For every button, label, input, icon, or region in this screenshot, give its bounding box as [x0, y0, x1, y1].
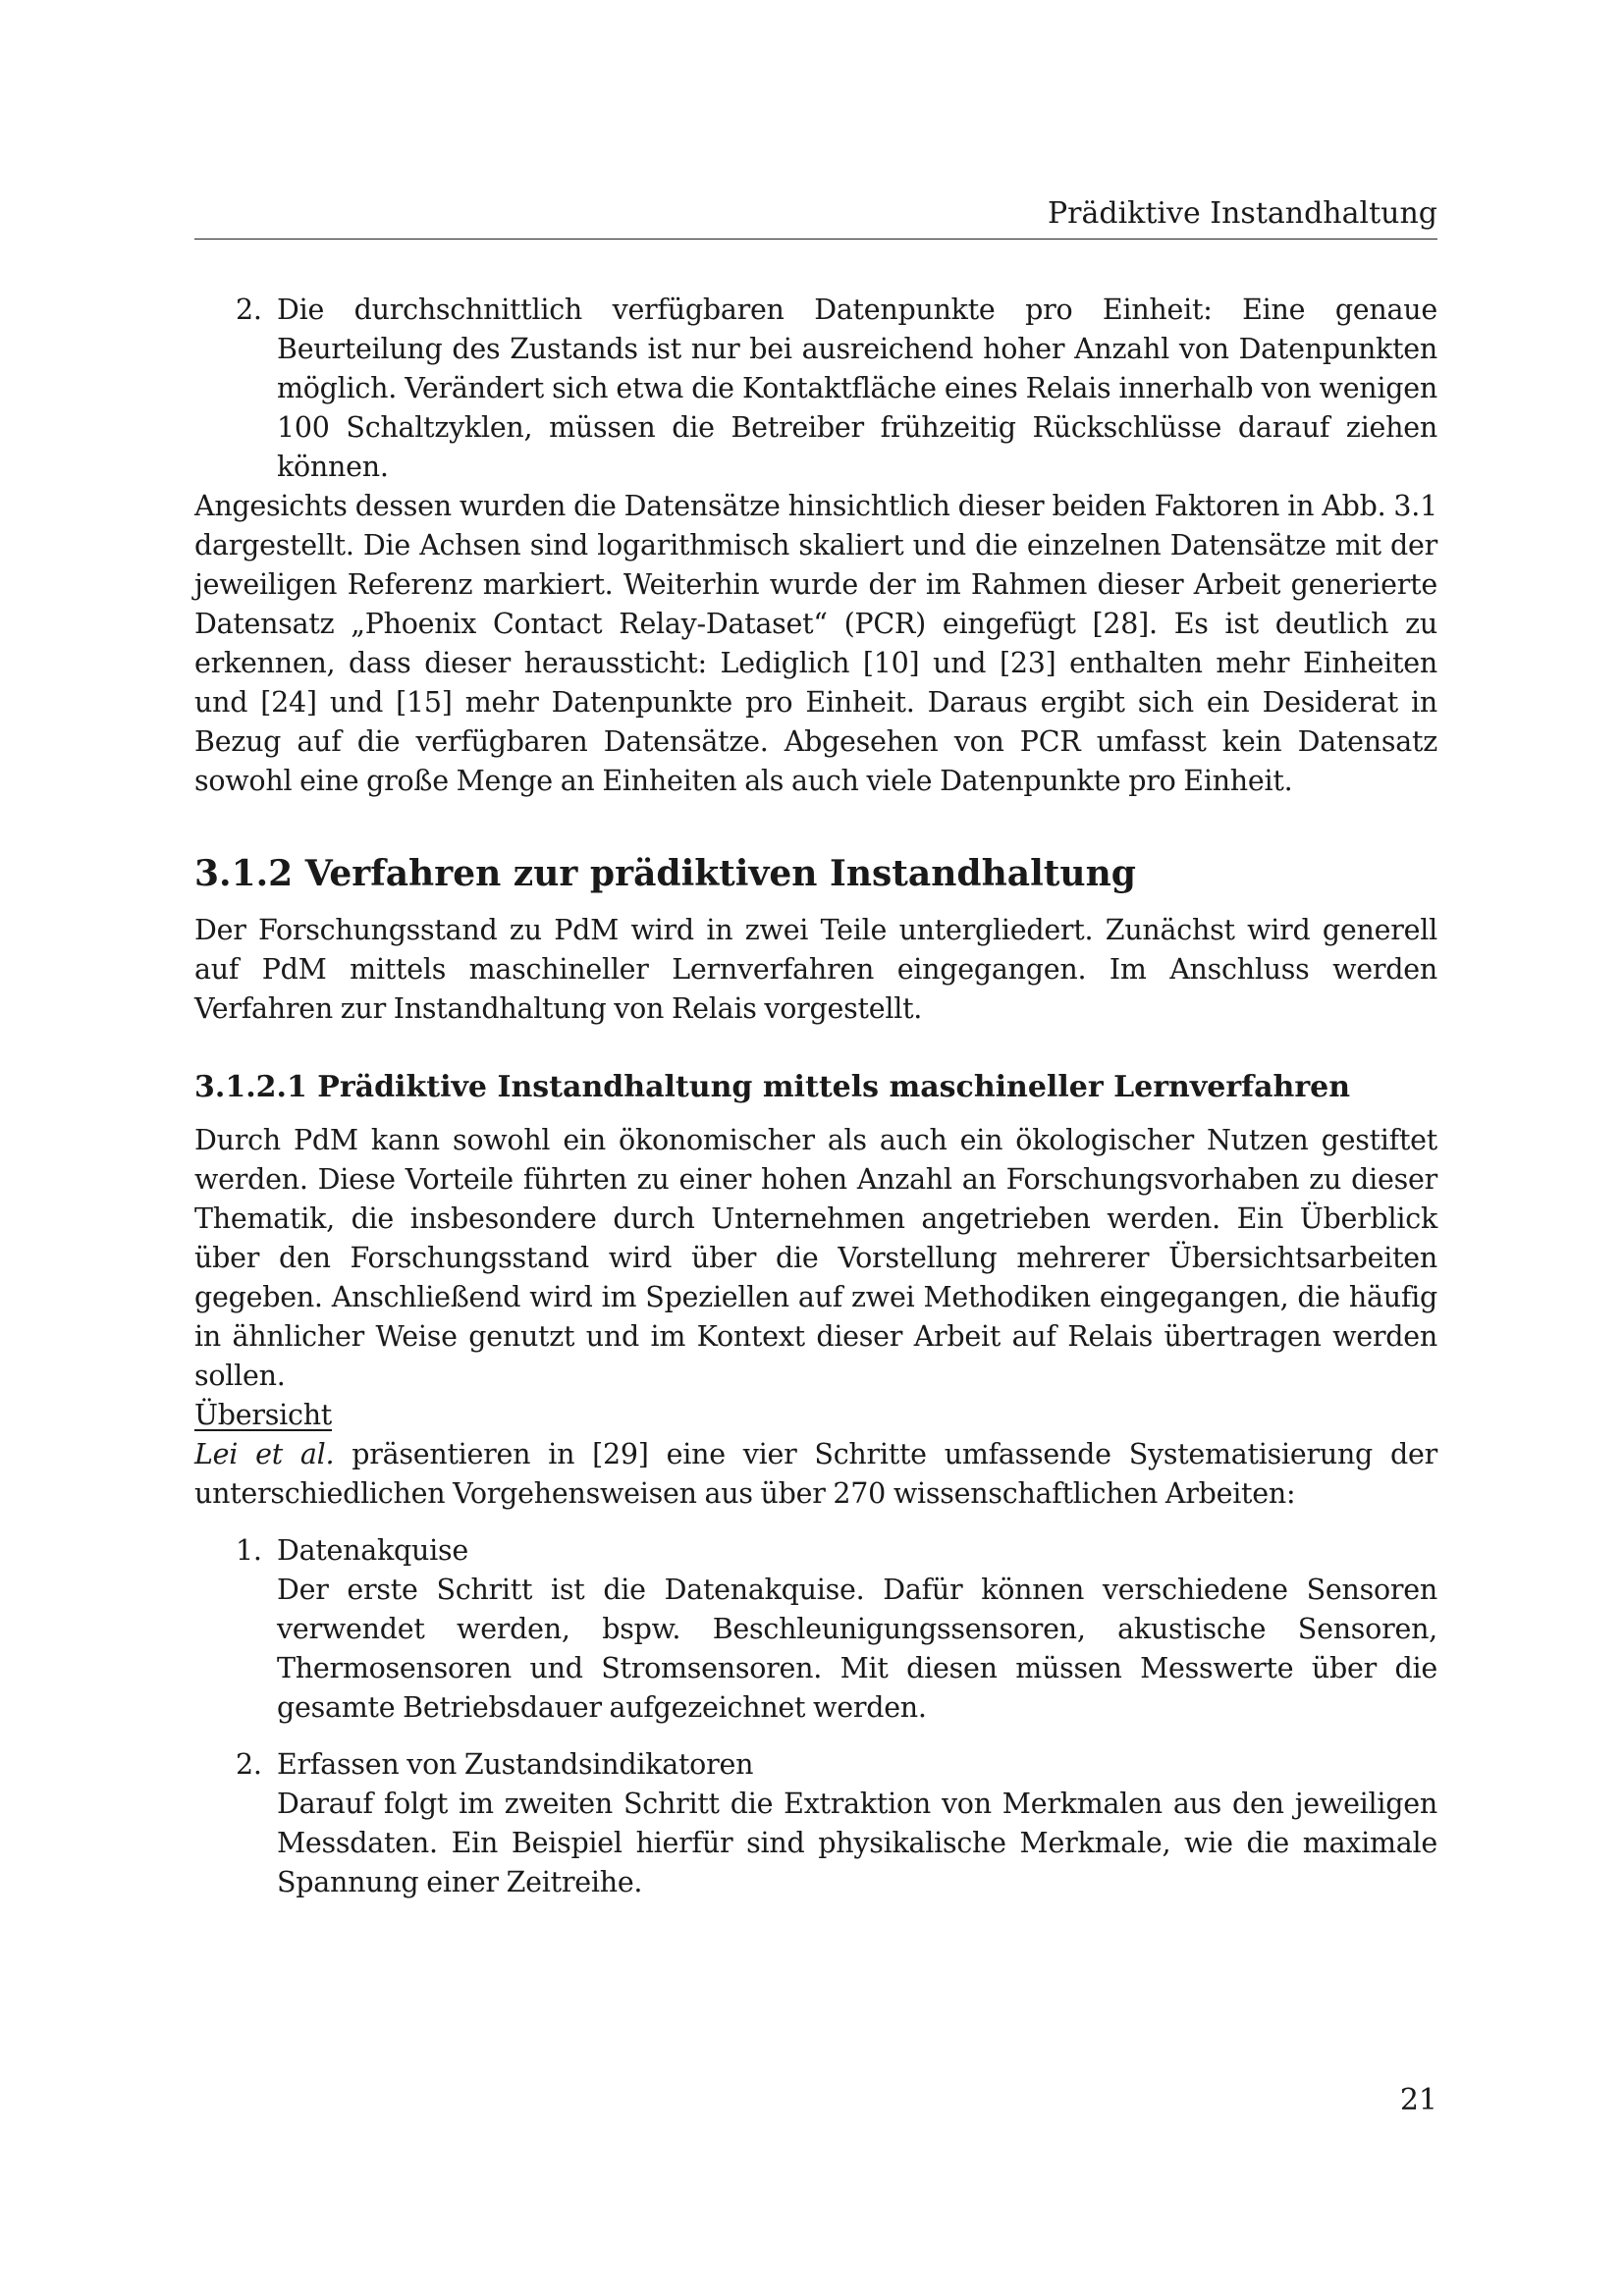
page-number: 21 [1399, 2083, 1437, 2117]
list-item [194, 1745, 1437, 1902]
list-item [194, 1531, 1437, 1728]
page-body [194, 291, 1437, 1902]
section-intro-paragraph: Der Forschungsstand zu PdM wird in zwei Teile untergliedert. Zunächst wird generell auf PdM mittels maschineller Lernverfahren eingegangen. Im Anschluss werden Verfahren zur Instandhaltung von Relais vorgestellt. [194, 914, 1437, 1025]
list-item-text: Die durchschnittlich verfügbaren Datenpunkte pro Einheit: Eine genaue Beurteilung des Zustands ist nur bei ausreichend hoher Anzahl von Datenpunkten möglich. Verändert sich etwa die Kontaktfläche eines Relais innerhalb von wenigen 100 Schaltzyklen, müssen die Betreiber frühzeitig Rückschlüsse darauf ziehen können. [277, 294, 1437, 483]
paragraph-datasets: Angesichts dessen wurden die Datensätze hinsichtlich dieser beiden Faktoren in Abb. 3.1 dargestellt. Die Achsen sind logarithmisch skaliert und die einzelnen Datensätze mit der jeweiligen Referenz markiert. Weiterhin wurde der im Rahmen dieser Arbeit generierte Datensatz „Phoenix Contact Relay-Dataset“ (PCR) eingefügt [28]. Es ist deutlich zu erkennen, dass dieser heraussticht: Lediglich [10] und [23] enthalten mehr Einheiten und [24] und [15] mehr Datenpunkte pro Einheit. Daraus ergibt sich ein Desiderat in Bezug auf die verfügbaren Datensätze. Abgesehen von PCR umfasst kein Datensatz sowohl eine große Menge an Einheiten als auch viele Datenpunkte pro Einheit. [194, 490, 1437, 797]
list-item-description: Der erste Schritt ist die Datenakquise. Dafür können verschiedene Sensoren verwendet werden, bspw. Beschleunigungssensoren, akustische Sensoren, Thermosensoren und Stromsensoren. Mit diesen müssen Messwerte über die gesamte Betriebsdauer aufgezeichnet werden. [277, 1574, 1437, 1724]
list-number: 1. [236, 1534, 262, 1567]
steps-list [194, 1531, 1437, 1902]
running-header: Prädiktive Instandhaltung [1047, 196, 1437, 231]
overview-heading-text: Übersicht [194, 1399, 333, 1431]
lei-text: präsentieren in [29] eine vier Schritte umfassende Systematisierung der unterschiedlichen Vorgehensweisen aus über 270 wissenschaftlichen Arbeiten: [194, 1438, 1437, 1510]
list-item-title: Erfassen von Zustandsindikatoren [277, 1748, 754, 1781]
overview-heading [194, 1396, 1437, 1435]
list-item-title: Datenakquise [277, 1534, 468, 1567]
lei-authors: Lei et al. [194, 1438, 335, 1470]
section-heading: 3.1.2 Verfahren zur prädiktiven Instandhaltung [194, 853, 1136, 894]
lei-paragraph [194, 1435, 1437, 1514]
subsection-paragraph: Durch PdM kann sowohl ein ökonomischer als auch ein ökologischer Nutzen gestiftet werden. Diese Vorteile führten zu einer hohen Anzahl an Forschungsvorhaben zu dieser Thematik, die insbesondere durch Unternehmen angetrieben werden. Ein Überblick über den Forschungsstand wird über die Vorstellung mehrerer Übersichtsarbeiten gegeben. Anschließend wird im Speziellen auf zwei Methodiken eingegangen, die häufig in ähnlicher Weise genutzt und im Kontext dieser Arbeit auf Relais übertragen werden sollen. [194, 1124, 1437, 1392]
subsection-heading: 3.1.2.1 Prädiktive Instandhaltung mittels maschineller Lernverfahren [194, 1070, 1351, 1104]
header-rule [194, 239, 1437, 240]
list-item-description: Darauf folgt im zweiten Schritt die Extraktion von Merkmalen aus den jeweiligen Messdaten. Ein Beispiel hierfür sind physikalische Merkmale, wie die maximale Spannung einer Zeitreihe. [277, 1788, 1437, 1898]
intro-list-item [194, 291, 1437, 487]
list-number: 2. [236, 1748, 262, 1781]
list-number: 2. [236, 294, 262, 326]
